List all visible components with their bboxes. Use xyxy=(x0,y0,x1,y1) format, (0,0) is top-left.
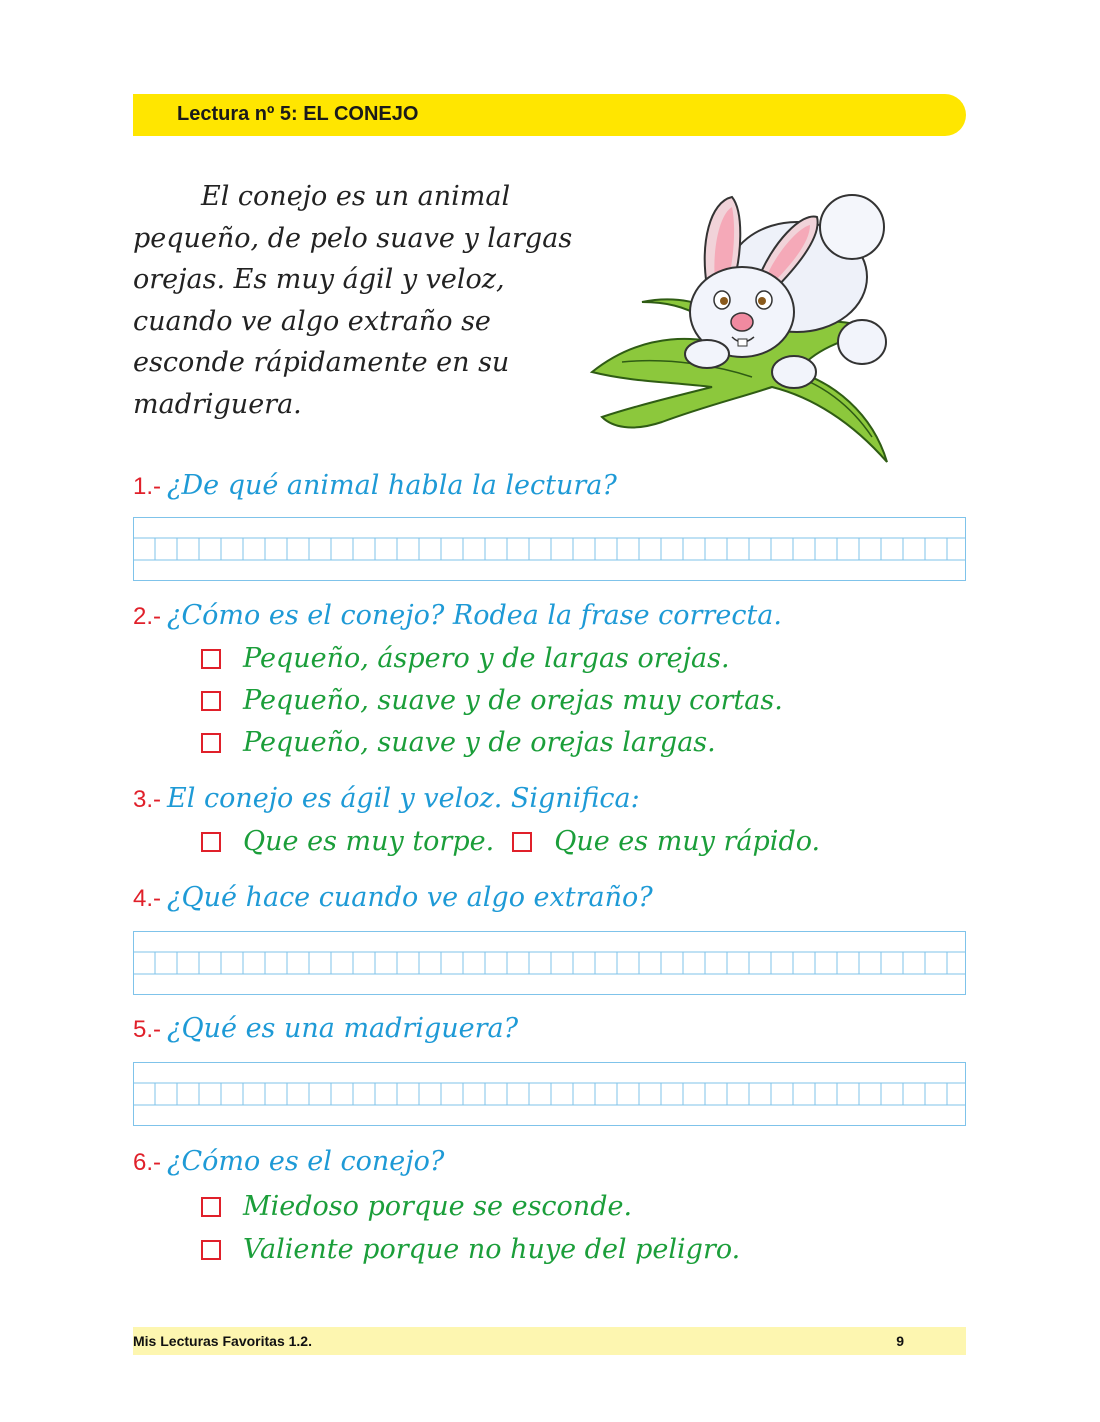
question-number: 1.- xyxy=(133,473,162,500)
option-text: Pequeño, suave y de orejas muy cortas. xyxy=(243,685,783,716)
title-bar xyxy=(133,94,966,136)
option-row xyxy=(201,826,820,857)
option-text: Miedoso porque se esconde. xyxy=(243,1191,633,1222)
writing-lines[interactable] xyxy=(133,517,966,581)
checkbox-icon[interactable] xyxy=(201,1197,221,1217)
option xyxy=(201,643,730,674)
option xyxy=(201,727,716,758)
option-text: Valiente porque no huye del peligro. xyxy=(243,1234,741,1265)
question-number: 6.- xyxy=(133,1149,162,1176)
checkbox-icon[interactable] xyxy=(512,832,532,852)
option-text: Que es muy rápido. xyxy=(554,826,821,857)
question-4 xyxy=(133,882,653,913)
option-text: Pequeño, áspero y de largas orejas. xyxy=(243,643,730,674)
writing-lines[interactable] xyxy=(133,1062,966,1126)
reading-line: esconde rápidamente en su xyxy=(133,347,510,378)
option-text: Pequeño, suave y de orejas largas. xyxy=(243,727,716,758)
question-6 xyxy=(133,1146,444,1177)
reading-line: cuando ve algo extraño se xyxy=(133,305,491,337)
footer-bar xyxy=(133,1327,966,1355)
question-number: 2.- xyxy=(133,603,162,630)
question-text: ¿Qué es una madriguera? xyxy=(167,1013,519,1044)
question-number: 5.- xyxy=(133,1016,162,1043)
reading-line: pequeño, de pelo suave y largas xyxy=(133,222,573,254)
question-3 xyxy=(133,783,640,814)
checkbox-icon[interactable] xyxy=(201,649,221,669)
book-title: Mis Lecturas Favoritas 1.2. xyxy=(133,1333,312,1349)
reading-line: orejas. Es muy ágil y veloz, xyxy=(133,264,505,295)
option xyxy=(201,1234,740,1265)
checkbox-icon[interactable] xyxy=(201,691,221,711)
option-text: Que es muy torpe. xyxy=(243,826,495,857)
checkbox-icon[interactable] xyxy=(201,832,221,852)
checkbox-icon[interactable] xyxy=(201,1240,221,1260)
option xyxy=(201,685,783,716)
page-number: 9 xyxy=(896,1333,904,1349)
question-text: ¿Cómo es el conejo? xyxy=(167,1146,445,1177)
question-text: ¿Cómo es el conejo? Rodea la frase correcta. xyxy=(167,600,782,631)
question-text: ¿De qué animal habla la lectura? xyxy=(167,470,617,501)
reading-text xyxy=(133,176,603,425)
question-text: El conejo es ágil y veloz. Significa: xyxy=(167,783,640,814)
option xyxy=(201,1191,632,1222)
question-2 xyxy=(133,600,782,631)
question-text: ¿Qué hace cuando ve algo extraño? xyxy=(167,882,653,913)
checkbox-icon[interactable] xyxy=(201,733,221,753)
question-1 xyxy=(133,470,617,501)
page-title: Lectura nº 5: EL CONEJO xyxy=(177,103,419,125)
question-number: 4.- xyxy=(133,885,162,912)
rabbit-icon xyxy=(685,195,886,388)
question-number: 3.- xyxy=(133,786,162,813)
rabbit-illustration xyxy=(582,182,902,467)
writing-lines[interactable] xyxy=(133,931,966,995)
reading-line: madriguera. xyxy=(133,388,302,420)
question-5 xyxy=(133,1013,518,1044)
reading-line: El conejo es un animal xyxy=(201,181,511,212)
